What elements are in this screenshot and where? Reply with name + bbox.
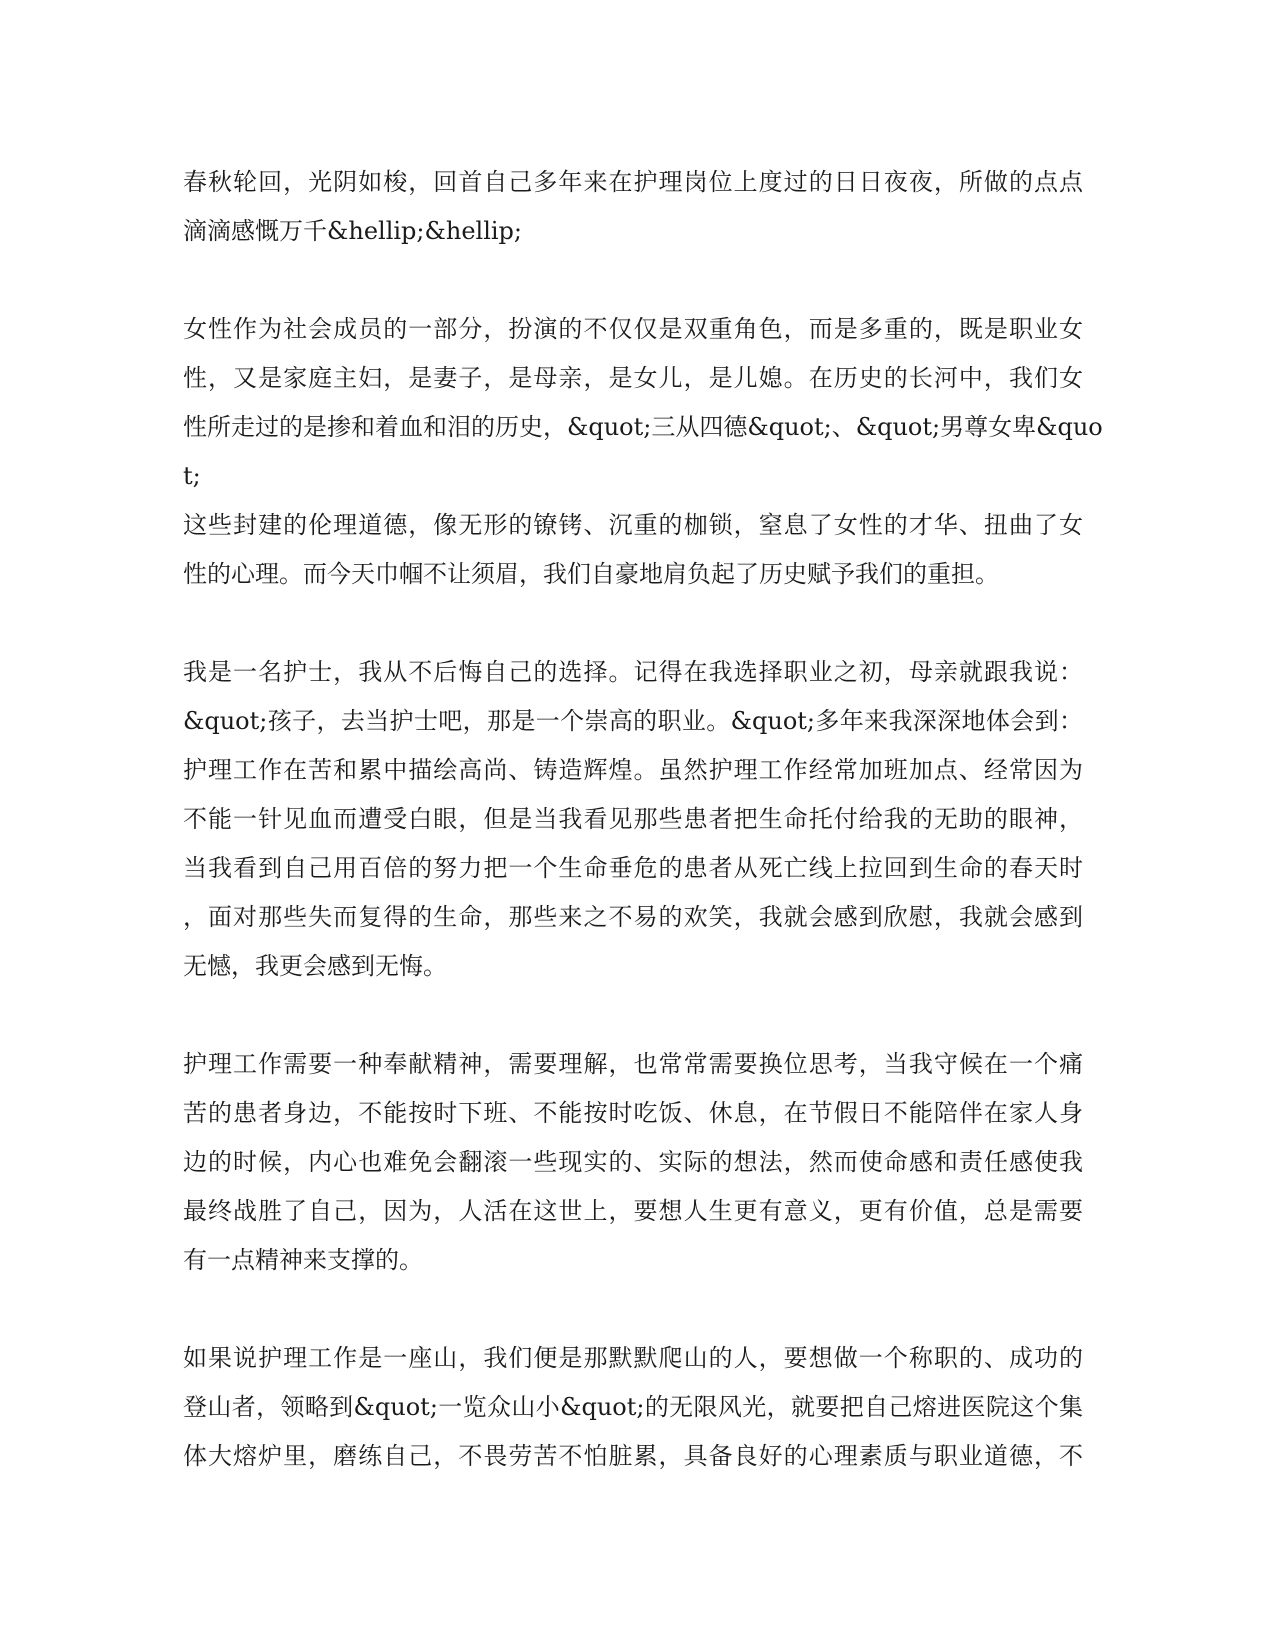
text-line: 最终战胜了自己，因为，人活在这世上，要想人生更有意义，更有价值，总是需要 bbox=[183, 1197, 1083, 1225]
text-line: 如果说护理工作是一座山，我们便是那默默爬山的人，要想做一个称职的、成功的 bbox=[183, 1344, 1083, 1372]
text-line: t; bbox=[183, 462, 201, 490]
document-body bbox=[183, 158, 1103, 1530]
text-line: 护理工作在苦和累中描绘高尚、铸造辉煌。虽然护理工作经常加班加点、经常因为 bbox=[183, 756, 1083, 784]
text-line: 我是一名护士，我从不后悔自己的选择。记得在我选择职业之初，母亲就跟我说： bbox=[183, 658, 1083, 686]
text-line: 滴滴感慨万千&hellip;&hellip; bbox=[183, 217, 522, 245]
text-line: 体大熔炉里，磨练自己，不畏劳苦不怕脏累，具备良好的心理素质与职业道德，不 bbox=[183, 1442, 1083, 1470]
text-line: 当我看到自己用百倍的努力把一个生命垂危的患者从死亡线上拉回到生命的春天时 bbox=[183, 854, 1083, 882]
text-line: 无憾，我更会感到无悔。 bbox=[183, 952, 447, 980]
text-line: 性的心理。而今天巾帼不让须眉，我们自豪地肩负起了历史赋予我们的重担。 bbox=[183, 560, 999, 588]
paragraph-4 bbox=[183, 1040, 1083, 1285]
text-line: 护理工作需要一种奉献精神，需要理解，也常常需要换位思考，当我守候在一个痛 bbox=[183, 1050, 1083, 1078]
paragraph-3 bbox=[183, 648, 1083, 991]
text-line: &quot;孩子，去当护士吧，那是一个崇高的职业。&quot;多年来我深深地体会到： bbox=[183, 707, 1083, 735]
text-line: 性，又是家庭主妇，是妻子，是母亲，是女儿，是儿媳。在历史的长河中，我们女 bbox=[183, 364, 1083, 392]
text-line: 女性作为社会成员的一部分，扮演的不仅仅是双重角色，而是多重的，既是职业女 bbox=[183, 315, 1083, 343]
text-line: 春秋轮回，光阴如梭，回首自己多年来在护理岗位上度过的日日夜夜，所做的点点 bbox=[183, 168, 1083, 196]
text-line: 苦的患者身边，不能按时下班、不能按时吃饭、休息，在节假日不能陪伴在家人身 bbox=[183, 1099, 1083, 1127]
paragraph-2 bbox=[183, 305, 1103, 599]
text-line: 边的时候，内心也难免会翻滚一些现实的、实际的想法，然而使命感和责任感使我 bbox=[183, 1148, 1083, 1176]
text-line: 不能一针见血而遭受白眼，但是当我看见那些患者把生命托付给我的无助的眼神， bbox=[183, 805, 1083, 833]
text-line: ，面对那些失而复得的生命，那些来之不易的欢笑，我就会感到欣慰，我就会感到 bbox=[183, 903, 1083, 931]
text-line: 登山者，领略到&quot;一览众山小&quot;的无限风光，就要把自己熔进医院这个集 bbox=[183, 1393, 1083, 1421]
text-line: 有一点精神来支撑的。 bbox=[183, 1246, 423, 1274]
text-line: 性所走过的是掺和着血和泪的历史，&quot;三从四德&quot;、&quot;男尊女卑&quo bbox=[183, 413, 1103, 441]
paragraph-1 bbox=[183, 158, 1083, 256]
paragraph-5 bbox=[183, 1334, 1083, 1481]
text-line: 这些封建的伦理道德，像无形的镣铐、沉重的枷锁，窒息了女性的才华、扭曲了女 bbox=[183, 511, 1083, 539]
